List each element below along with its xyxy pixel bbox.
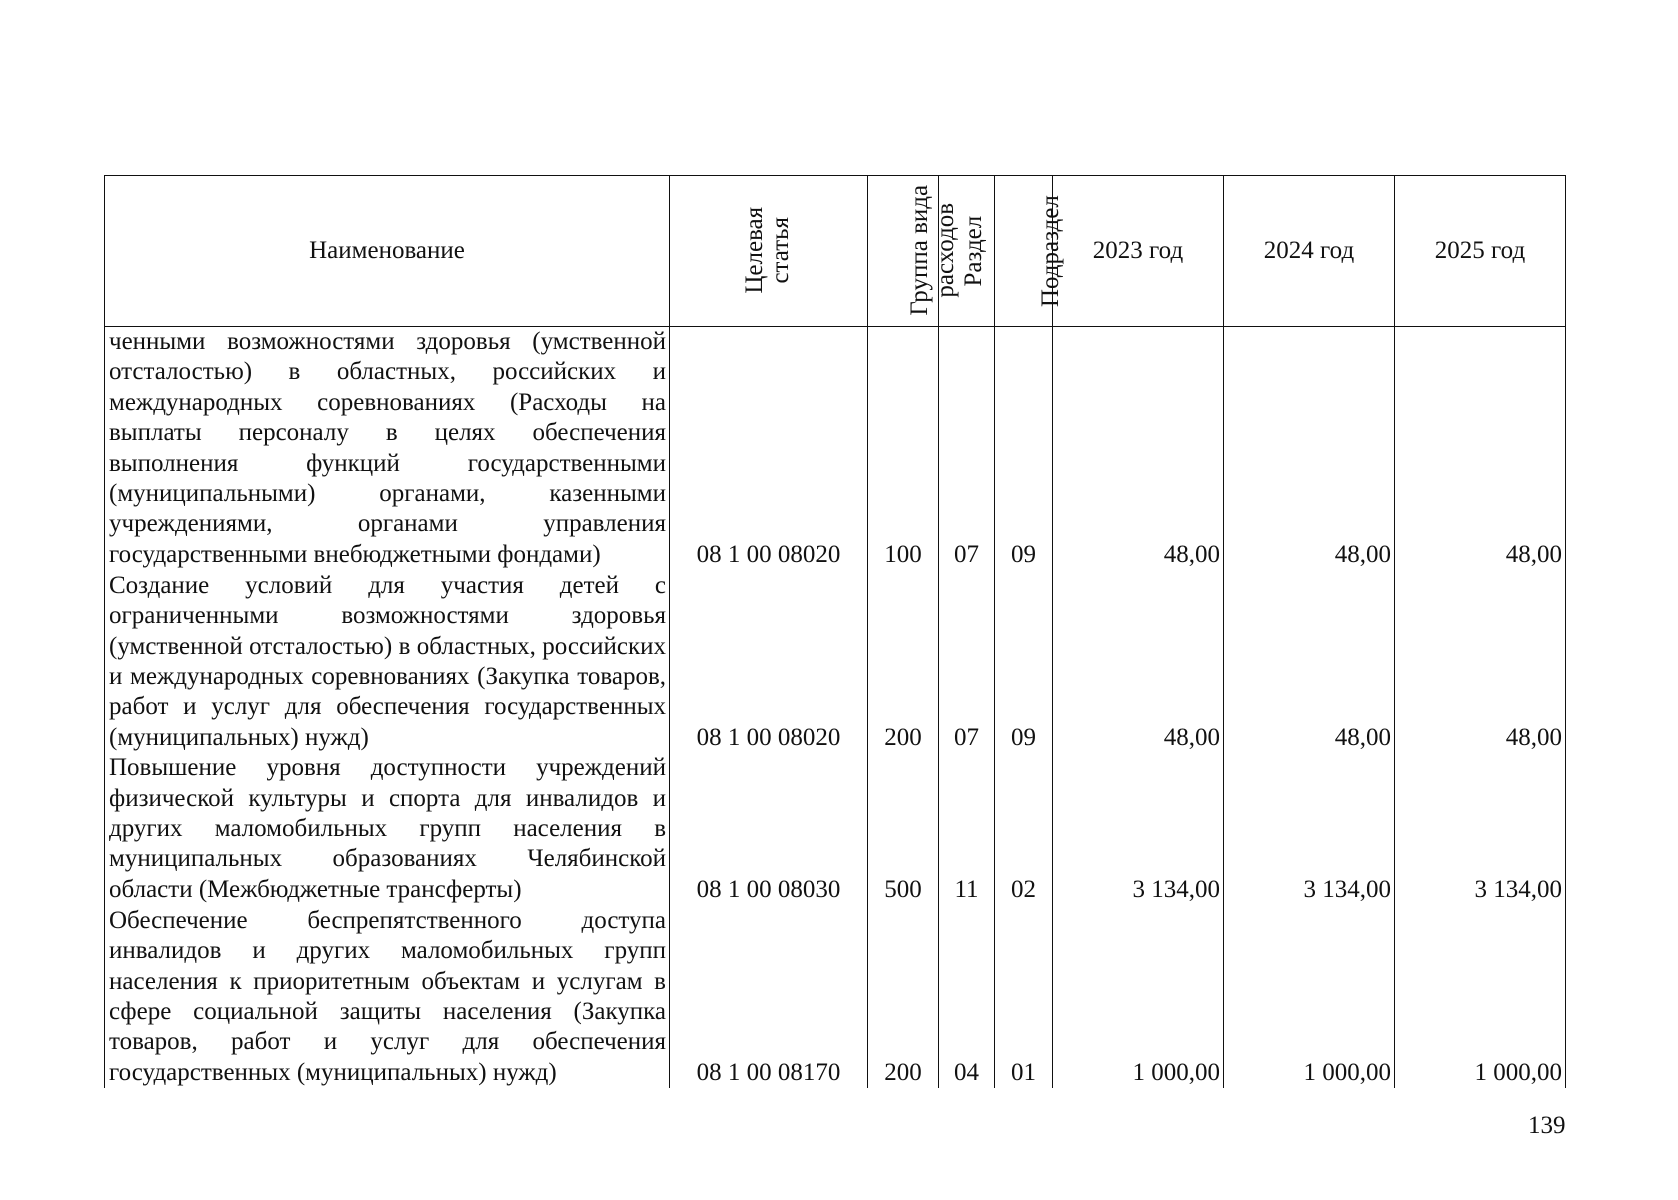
header-year-2023: 2023 год	[1053, 176, 1224, 327]
row-target-item: 08 1 00 08030	[670, 753, 868, 905]
table-row	[105, 905, 1566, 1088]
row-expense-group: 200	[868, 570, 939, 753]
row-expense-group: 200	[868, 905, 939, 1088]
row-section: 04	[939, 905, 995, 1088]
page-number: 139	[1528, 1112, 1566, 1139]
table-header-row	[105, 176, 1566, 327]
row-subsection: 02	[995, 753, 1053, 905]
row-target-item: 08 1 00 08020	[670, 327, 868, 571]
row-amount-2025: 48,00	[1395, 327, 1566, 571]
row-section: 11	[939, 753, 995, 905]
header-year-2025: 2025 год	[1395, 176, 1566, 327]
row-amount-2023: 1 000,00	[1053, 905, 1224, 1088]
row-amount-2024: 48,00	[1224, 570, 1395, 753]
table-row	[105, 753, 1566, 905]
row-expense-group: 100	[868, 327, 939, 571]
row-name: ченными возможностями здоровья (умственной отсталостью) в областных, российских и международных соревнованиях (Расходы на выплаты персоналу в целях обеспечения выполнения функций государственными (муниципальными) органами, казенными учреждениями, органами управления государственными внебюджетными фондами)	[105, 327, 670, 571]
header-expense-group: Группа вида расходов	[868, 176, 939, 327]
row-expense-group: 500	[868, 753, 939, 905]
header-name: Наименование	[105, 176, 670, 327]
row-section: 07	[939, 327, 995, 571]
header-year-2024: 2024 год	[1224, 176, 1395, 327]
row-name: Повышение уровня доступности учреждений физической культуры и спорта для инвалидов и других маломобильных групп населения в муниципальных образованиях Челябинской области (Межбюджетные трансферты)	[105, 753, 670, 905]
row-target-item: 08 1 00 08170	[670, 905, 868, 1088]
budget-table	[104, 175, 1566, 1088]
table-row	[105, 570, 1566, 753]
row-amount-2023: 3 134,00	[1053, 753, 1224, 905]
row-subsection: 01	[995, 905, 1053, 1088]
row-section: 07	[939, 570, 995, 753]
row-name: Обеспечение беспрепятственного доступа инвалидов и других маломобильных групп населения к приоритетным объектам и услугам в сфере социальной защиты населения (Закупка товаров, работ и услуг для обеспечения государственных (муниципальных) нужд)	[105, 905, 670, 1088]
row-subsection: 09	[995, 570, 1053, 753]
row-amount-2025: 1 000,00	[1395, 905, 1566, 1088]
header-target-item: Целевая статья	[670, 176, 868, 327]
row-amount-2024: 1 000,00	[1224, 905, 1395, 1088]
row-target-item: 08 1 00 08020	[670, 570, 868, 753]
row-amount-2024: 48,00	[1224, 327, 1395, 571]
row-amount-2025: 48,00	[1395, 570, 1566, 753]
table-row	[105, 327, 1566, 571]
row-subsection: 09	[995, 327, 1053, 571]
row-amount-2024: 3 134,00	[1224, 753, 1395, 905]
header-subsection: Подраздел	[995, 176, 1053, 327]
row-name: Создание условий для участия детей с ограниченными возможностями здоровья (умственной отсталостью) в областных, российских и международных соревнованиях (Закупка товаров, работ и услуг для обеспечения государственных (муниципальных) нужд)	[105, 570, 670, 753]
row-amount-2025: 3 134,00	[1395, 753, 1566, 905]
header-section: Раздел	[939, 176, 995, 327]
row-amount-2023: 48,00	[1053, 327, 1224, 571]
row-amount-2023: 48,00	[1053, 570, 1224, 753]
